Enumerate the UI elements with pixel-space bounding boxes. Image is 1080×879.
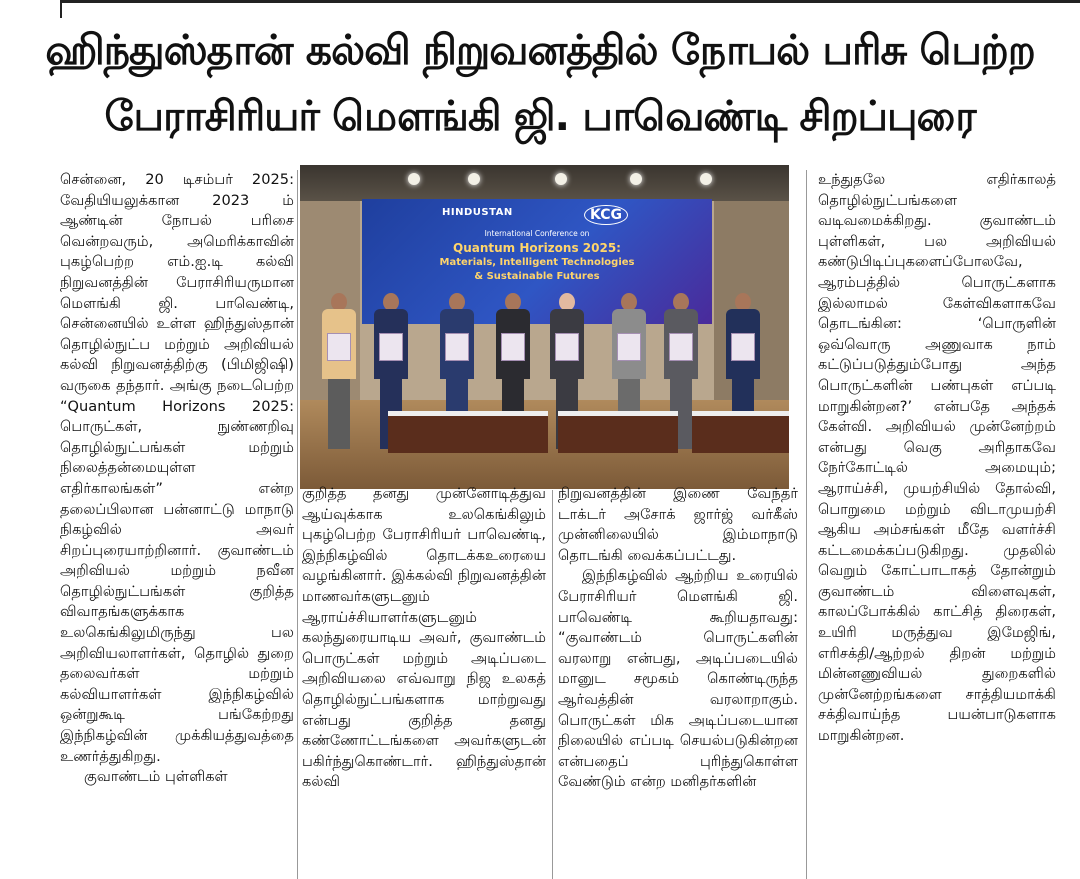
event-photo: [300, 165, 789, 489]
screen-title-line-1: Quantum Horizons 2025:: [453, 241, 621, 255]
ceiling-light: [555, 173, 567, 185]
stage-table: [388, 411, 548, 453]
column-divider: [552, 490, 553, 879]
column-2-paragraph-1: குறித்த தனது முன்னோடித்துவ ஆய்வுக்காக உலகெங்கிலும் புகழ்பெற்ற பேராசிரியர் பாவெண்டி, இந்நிகழ்வில் தொடக்கஉரையை வழங்கினார். இக்கல்வி நிறுவனத்தின் மாணவர்களுடனும் ஆராய்ச்சியாளர்களுடனும் கலந்துரையாடிய அவர், குவாண்டம் பொருட்கள் மற்றும் அடிப்படை அறிவியலை எவ்வாறு நிஜ உலகத் தொழில்நுட்பங்களாக மாற்றுவது என்பது குறித்த தனது கண்ணோட்டங்களை அவர்களுடன் பகிர்ந்துகொண்டார். ஹிந்துஸ்தான் கல்வி: [302, 485, 546, 791]
hindustan-logo: HINDUSTAN: [442, 207, 513, 218]
column-3-paragraph-2: இந்நிகழ்வில் ஆற்றிய உரையில் பேராசிரியர் மௌங்கி ஜி. பாவெண்டி கூறியதாவது: “குவாண்டம் பொருட்களின் வரலாறு என்பது, அடிப்படையில் மானுட சமூகம் கொண்டிருந்த ஆர்வத்தின் வரலாறாகும். பொருட்கள் மிக அடிப்படையான நிலையில் எப்படி செயல்படுகின்றன என்பதைப் புரிந்துகொள்ள வேண்டும் என்ற மனிதர்களின்: [558, 567, 798, 791]
column-divider: [297, 170, 298, 879]
column-4-paragraph-1: உந்துதலே எதிர்காலத் தொழில்நுட்பங்களை வடிவமைக்கிறது. குவாண்டம் புள்ளிகள், பல அறிவியல் கண்டுபிடிப்புகளைப்போலவே, ஆரம்பத்தில் பொருட்களாக இல்லாமல் கேள்விகளாகவே தொடங்கின: ‘பொருளின் ஒவ்வொரு அணுவாக நாம் கட்டுப்படுத்தும்போது அந்த பொருட்களின் பண்புகள் எப்படி மாறுகின்றன?’ என்பதே அந்தக் கேள்வி. அறிவியல் முன்னேற்றம் என்பது வெகு அரிதாகவே நேர்கோட்டில் அமையும்; ஆராய்ச்சி, முயற்சியில் தோல்வி, பொறுமை மற்றும் விடாமுயற்சி ஆகிய அம்சங்கள் மீதே வளர்ச்சி கட்டமைக்கப்படுகிறது. முதலில் வெறும் கோட்பாடாகத் தோன்றும் குவாண்டம் விளைவுகள், காலப்போக்கில் காட்சித் திரைகள், உயிரி மருத்துவ இமேஜிங், எரிசக்தி/ஆற்றல் திறன் மற்றும் மின்னணுவியல் துறைகளில் முன்னேற்றங்களை சாத்தியமாக்கி சக்திவாய்ந்த பயன்பாடுகளாக மாறுகின்றன.: [818, 171, 1056, 745]
column-1-paragraph-2: குவாண்டம் புள்ளிகள்: [84, 768, 228, 786]
screen-title-line-2: Materials, Intelligent Technologies: [439, 257, 635, 268]
top-rule: [60, 0, 1080, 3]
column-1-paragraph-1: சென்னை, 20 டிசம்பர் 2025: வேதியியலுக்கான 2023 ம் ஆண்டின் நோபல் பரிசை வென்றவரும், அமெரிக்காவின் புகழ்பெற்ற எம்.ஐ.டி கல்வி நிறுவனத்தின் பேராசிரியருமான மௌங்கி ஜி. பாவெண்டி, சென்னையில் உள்ள ஹிந்துஸ்தான் தொழில்நுட்ப மற்றும் அறிவியல் கல்வி நிறுவனத்திற்கு (பிமிஜிஷி) வருகை தந்தார். அங்கு நடைபெற்ற “Quantum Horizons 2025: பொருட்கள், நுண்ணறிவு தொழில்நுட்பங்கள் மற்றும் நிலைத்தன்மையுள்ள எதிர்காலங்கள்” என்ற தலைப்பிலான பன்னாட்டு மாநாடு நிகழ்வில் அவர் சிறப்புரையாற்றினார். குவாண்டம் அறிவியல் மற்றும் நவீன தொழில்நுட்பங்கள் குறித்த விவாதங்களுக்காக உலகெங்கிலுமிருந்து பல அறிவியலாளர்கள், தொழில் துறை தலைவர்கள் மற்றும் கல்வியாளர்கள் இந்நிகழ்வில் ஒன்றுகூடி பங்கேற்றது இந்நிகழ்வின் முக்கியத்துவத்தை உணர்த்துகிறது.: [60, 171, 294, 765]
article-column-1: [60, 170, 294, 879]
ceiling-light: [630, 173, 642, 185]
kcg-logo: KCG: [584, 205, 628, 225]
top-left-rule: [60, 0, 62, 18]
screen-title-line-3: & Sustainable Futures: [474, 271, 600, 282]
screen-conference-label: International Conference on: [484, 229, 590, 238]
ceiling-light: [408, 173, 420, 185]
stage-table: [558, 411, 678, 453]
headline-line-2: பேராசிரியர் மௌங்கி ஜி. பாவெண்டி சிறப்புரை: [104, 92, 976, 140]
article-column-2: [302, 484, 546, 879]
article-column-4: [818, 170, 1056, 879]
ceiling-light: [700, 173, 712, 185]
dignitary: [322, 293, 356, 453]
column-3-paragraph-1: நிறுவனத்தின் இணை வேந்தர் டாக்டர் அசோக் ஜார்ஜ் வர்கீஸ் முன்னிலையில் இம்மாநாடு தொடங்கி வைக்கப்பட்டது.: [558, 485, 798, 564]
headline-line-1: ஹிந்துஸ்தான் கல்வி நிறுவனத்தில் நோபல் பரிசு பெற்ற: [45, 26, 1035, 74]
stage-table: [692, 411, 789, 453]
column-divider: [806, 170, 807, 879]
ceiling-light: [468, 173, 480, 185]
projection-screen: [362, 199, 712, 324]
photo-ceiling: [300, 165, 789, 201]
article-column-3: [558, 484, 798, 879]
